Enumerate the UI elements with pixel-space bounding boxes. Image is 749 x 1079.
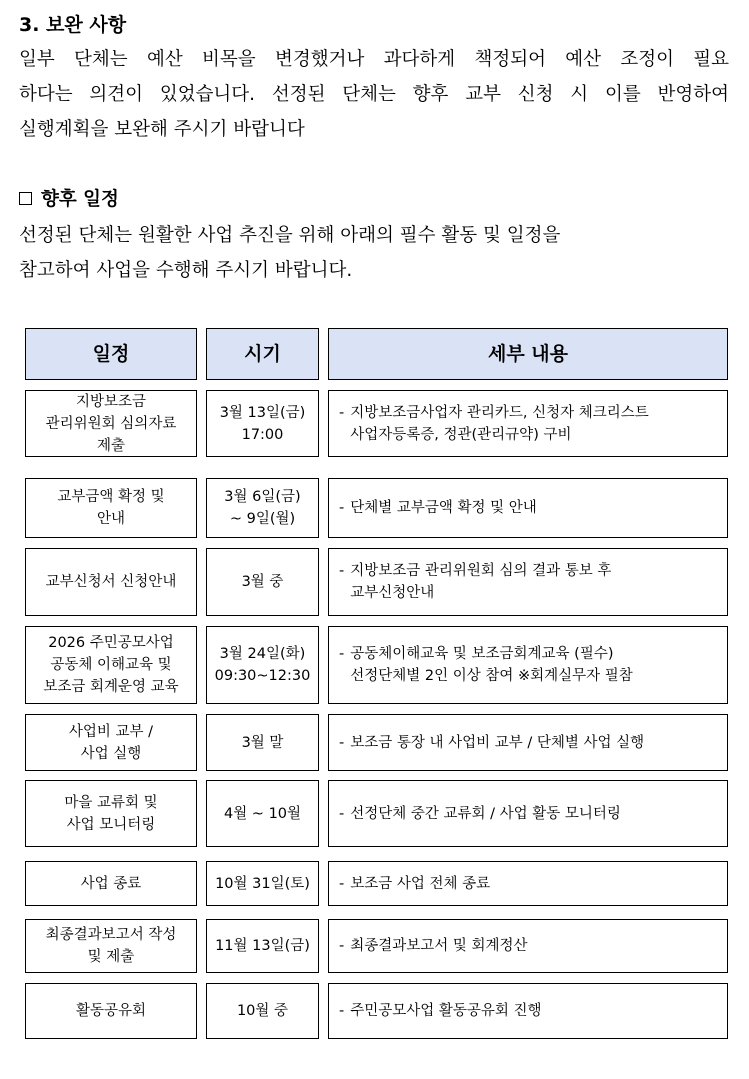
row-2-dash: -	[339, 500, 345, 516]
row-8-period: 11월 13일(금)	[206, 919, 319, 973]
row-2-detail-text: 단체별 교부금액 확정 및 안내	[350, 500, 537, 516]
row-4-dash: -	[339, 646, 345, 662]
row-6-dash: -	[339, 805, 345, 822]
row-3-dash: -	[339, 563, 345, 579]
row-7-period: 10월 31일(토)	[206, 861, 319, 906]
row-8-details	[328, 919, 728, 973]
square-bullet-icon	[19, 192, 32, 205]
row-6-period: 4월 ~ 10월	[206, 780, 319, 847]
row-4-details	[328, 626, 728, 704]
supplement-line-1: 일부 단체는 예산 비목을 변경했거나 과다하게 책정되어 예산 조정이 필요	[19, 49, 729, 70]
schedule-line-2: 참고하여 사업을 수행해 주시기 바랍니다.	[19, 260, 353, 281]
row-4-item: 2026 주민공모사업 공동체 이해교육 및 보조금 회계운영 교육	[25, 626, 197, 704]
row-8-item: 최종결과보고서 작성 및 제출	[25, 919, 197, 973]
row-1-period: 3월 13일(금) 17:00	[206, 390, 319, 457]
row-6-item: 마을 교류회 및 사업 모니터링	[25, 780, 197, 847]
row-4-period: 3월 24일(화) 09:30~12:30	[206, 626, 319, 704]
row-9-item: 활동공유회	[25, 983, 197, 1039]
row-6-details	[328, 780, 728, 847]
row-5-dash: -	[339, 734, 345, 751]
row-7-dash: -	[339, 875, 345, 892]
row-9-details	[328, 983, 728, 1039]
row-1-details	[328, 390, 728, 457]
schedule-paragraph	[19, 218, 729, 288]
row-9-period: 10월 중	[206, 983, 319, 1039]
row-8-dash: -	[339, 938, 345, 954]
row-2-details	[328, 478, 728, 538]
row-3-item: 교부신청서 신청안내	[25, 548, 197, 616]
row-9-detail-text: 주민공모사업 활동공유회 진행	[350, 1003, 542, 1019]
header-details: 세부 내용	[328, 328, 728, 380]
schedule-section-title	[19, 187, 119, 213]
row-2-item: 교부금액 확정 및 안내	[25, 478, 197, 538]
row-1-detail-text: 지방보조금사업자 관리카드, 신청자 체크리스트 사업자등록증, 정관(관리규약) 구비	[350, 404, 649, 443]
row-4-detail-text: 공동체이해교육 및 보조금회계교육 (필수) 선정단체별 2인 이상 참여 ※회계실무자 필참	[350, 646, 633, 684]
supplement-line-2: 하다는 의견이 있었습니다. 선정된 단체는 향후 교부 신청 시 이를 반영하여	[19, 84, 729, 105]
row-5-period: 3월 말	[206, 714, 319, 771]
row-7-item: 사업 종료	[25, 861, 197, 906]
supplement-paragraph	[19, 42, 729, 147]
header-period: 시기	[206, 328, 319, 380]
row-3-details	[328, 548, 728, 616]
row-7-detail-text: 보조금 사업 전체 종료	[350, 875, 491, 892]
schedule-line-1: 선정된 단체는 원활한 사업 추진을 위해 아래의 필수 활동 및 일정을	[19, 225, 561, 246]
supplement-line-3: 실행계획을 보완해 주시기 바랍니다	[19, 119, 305, 140]
header-schedule: 일정	[25, 328, 197, 380]
row-1-dash: -	[339, 404, 345, 421]
row-3-detail-text: 지방보조금 관리위원회 심의 결과 통보 후 교부신청안내	[350, 563, 612, 601]
section-title-supplement: 3. 보완 사항	[19, 14, 127, 36]
row-8-detail-text: 최종결과보고서 및 회계정산	[350, 938, 528, 954]
schedule-title-text: 향후 일정	[41, 189, 119, 210]
row-3-period: 3월 중	[206, 548, 319, 616]
row-1-item: 지방보조금 관리위원회 심의자료 제출	[25, 390, 197, 457]
row-5-item: 사업비 교부 / 사업 실행	[25, 714, 197, 771]
row-7-details	[328, 861, 728, 906]
row-2-period: 3월 6일(금) ~ 9일(월)	[206, 478, 319, 538]
row-5-detail-text: 보조금 통장 내 사업비 교부 / 단체별 사업 실행	[350, 734, 645, 751]
row-9-dash: -	[339, 1003, 345, 1019]
row-6-detail-text: 선정단체 중간 교류회 / 사업 활동 모니터링	[350, 805, 621, 822]
row-5-details	[328, 714, 728, 771]
